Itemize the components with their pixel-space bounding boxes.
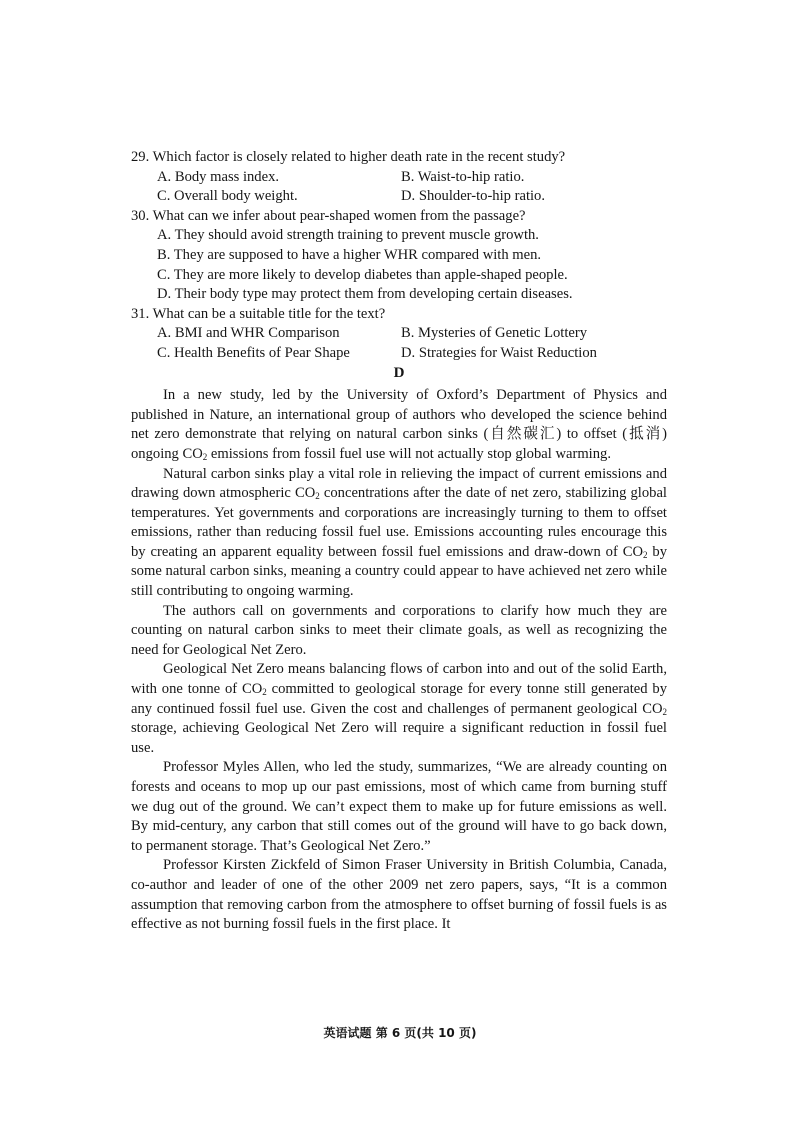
co2-subscript: 2 xyxy=(262,687,267,698)
passage-paragraph-4 xyxy=(131,660,667,758)
question-30-option-c: C. They are more likely to develop diabetes than apple-shaped people. xyxy=(157,266,568,283)
question-31-option-c: C. Health Benefits of Pear Shape xyxy=(157,344,350,361)
co2-subscript: 2 xyxy=(315,491,320,502)
page-content xyxy=(131,148,667,935)
question-31-option-a: A. BMI and WHR Comparison xyxy=(157,325,340,342)
question-31-options-cd xyxy=(131,344,667,364)
co2-subscript: 2 xyxy=(662,706,667,717)
question-31-option-b: B. Mysteries of Genetic Lottery xyxy=(401,325,588,342)
passage-paragraph-1 xyxy=(131,386,667,464)
passage-paragraph-2-part-3: by some natural carbon sinks, meaning a country could appear to have achieved net zero while still contributing to ongoing warming. xyxy=(131,543,668,600)
co2-subscript: 2 xyxy=(202,451,208,462)
question-31-option-d: D. Strategies for Waist Reduction xyxy=(401,344,597,361)
co2-subscript: 2 xyxy=(643,549,648,560)
question-30-option-a: A. They should avoid strength training to prevent muscle growth. xyxy=(157,227,539,244)
passage-paragraph-3: The authors call on governments and corporations to clarify how much they are counting on natural carbon sinks to meet their climate goals, as well as recognizing the need for Geological Net Zero. xyxy=(131,602,667,658)
passage-paragraph-1-part-1: In a new study, led by the University of Oxford’s Department of Physics and published in Nature, an international group of authors who developed the science behind net zero demonstrate that relying on natural carbon sinks (自然碳汇) to offset (抵消) ongoing CO xyxy=(131,387,667,462)
question-31-options-ab xyxy=(131,324,667,344)
passage-paragraph-4-part-3: storage, achieving Geological Net Zero will require a significant reduction in fossil fuel use. xyxy=(131,720,667,756)
question-30-stem: 30. What can we infer about pear-shaped women from the passage? xyxy=(131,207,526,224)
question-29-stem: 29. Which factor is closely related to higher death rate in the recent study? xyxy=(131,149,566,165)
question-29-options-cd xyxy=(131,187,667,207)
page-footer: 英语试题 第 6 页(共 10 页) xyxy=(323,1026,477,1040)
question-30-option-b: B. They are supposed to have a higher WHR compared with men. xyxy=(157,246,542,263)
passage-paragraph-5: Professor Myles Allen, who led the study, summarizes, “We are already counting on forests and oceans to mop up our past emissions, most of which came from burning stuff we dug out of the ground. We can’t expect them to make up for future emissions as well. By mid-century, any carbon that still comes out of the ground will have to go back down, to permanent storage. That’s Geological Net Zero.” xyxy=(131,759,667,854)
question-29-options-ab xyxy=(131,168,667,188)
question-29-option-d: D. Shoulder-to-hip ratio. xyxy=(401,188,545,205)
passage-paragraph-4-part-2: committed to geological storage for every tonne still generated by any continued fossil fuel use. Given the cost and challenges of permanent geological CO xyxy=(131,681,667,717)
passage-paragraph-1-part-2: emissions from fossil fuel use will not actually stop global warming. xyxy=(207,445,611,462)
question-30 xyxy=(131,207,667,305)
question-29 xyxy=(131,148,667,207)
question-29-option-c: C. Overall body weight. xyxy=(157,188,298,205)
passage-paragraph-2-part-2: concentrations after the date of net zero, stabilizing global temperatures. Yet governments and corporations are increasingly turning to them to offset emissions, rather than reducing fossil fuel use. Emissions accounting rules encourage this by creating an apparent equality between fossil fuel emissions and draw-down of CO xyxy=(131,485,667,560)
question-30-option-d: D. Their body type may protect them from developing certain diseases. xyxy=(157,286,573,303)
passage-paragraph-6: Professor Kirsten Zickfeld of Simon Fraser University in British Columbia, Canada, co-author and leader of one of the other 2009 net zero papers, says, “It is a common assumption that removing carbon from the atmosphere to offset burning of fossil fuels is as effective as not burning fossil fuels in the first place. It xyxy=(131,857,667,933)
passage-paragraph-4-part-1: Geological Net Zero means balancing flows of carbon into and out of the solid Earth, with one tonne of CO xyxy=(131,661,667,698)
passage-paragraph-2 xyxy=(131,465,667,602)
question-29-option-a: A. Body mass index. xyxy=(157,168,280,185)
passage-paragraph-2-part-1: Natural carbon sinks play a vital role in relieving the impact of current emissions and drawing down atmospheric CO xyxy=(131,465,667,502)
section-heading-d: D xyxy=(393,364,405,381)
question-31-stem: 31. What can be a suitable title for the text? xyxy=(131,305,386,322)
question-31 xyxy=(131,305,667,364)
question-29-option-b: B. Waist-to-hip ratio. xyxy=(401,168,525,185)
